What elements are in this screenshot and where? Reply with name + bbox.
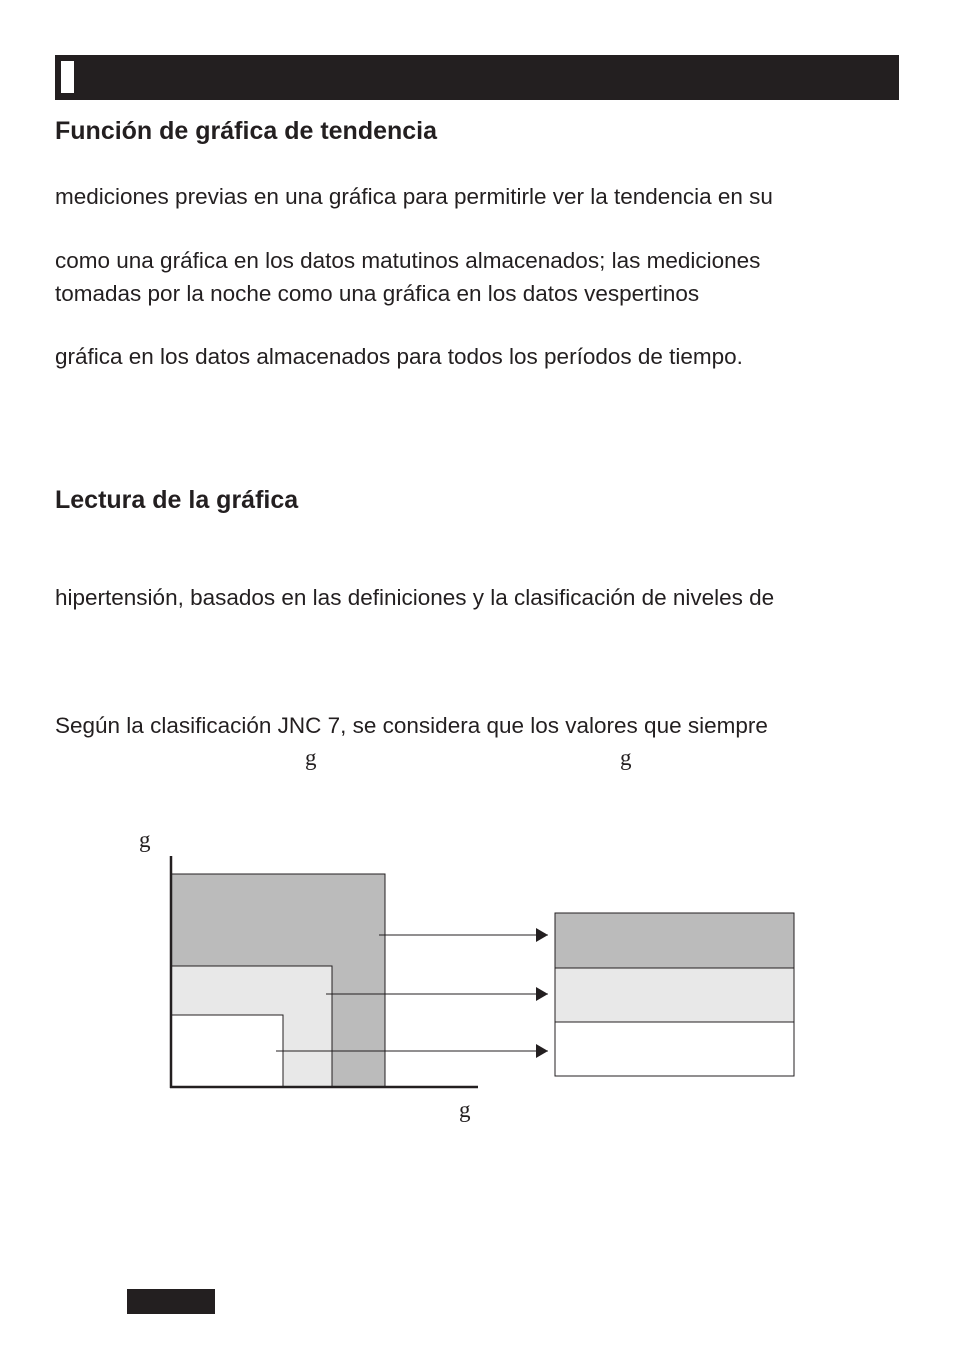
x-axis-glyph: g: [459, 1097, 471, 1122]
trend-paragraph-line-2: como una gráfica en los datos matutinos almacenados; las mediciones: [55, 248, 761, 273]
reading-paragraph-line-1: hipertensión, basados en las definiciones y la clasificación de niveles de: [55, 585, 775, 610]
reading-paragraph-line-2: Según la clasificación JNC 7, se considera que los valores que siempre: [55, 713, 768, 738]
page-number-bar: [127, 1289, 215, 1314]
zone-normal: [171, 1015, 283, 1087]
unit-glyph-left: g: [305, 745, 317, 770]
unit-glyph-right: g: [620, 745, 632, 770]
legend-box-mid: [555, 968, 794, 1022]
trend-graph-heading: Función de gráfica de tendencia: [55, 117, 438, 145]
legend-box-high: [555, 913, 794, 968]
graph-reading-heading: Lectura de la gráfica: [55, 486, 299, 514]
trend-paragraph-line-4: gráfica en los datos almacenados para todos los períodos de tiempo.: [55, 344, 743, 369]
legend-box-normal: [555, 1022, 794, 1076]
trend-paragraph-line-1: mediciones previas en una gráfica para permitirle ver la tendencia en su: [55, 184, 773, 209]
trend-paragraph-line-3: tomadas por la noche como una gráfica en los datos vespertinos: [55, 281, 700, 306]
y-axis-glyph: g: [139, 827, 151, 852]
